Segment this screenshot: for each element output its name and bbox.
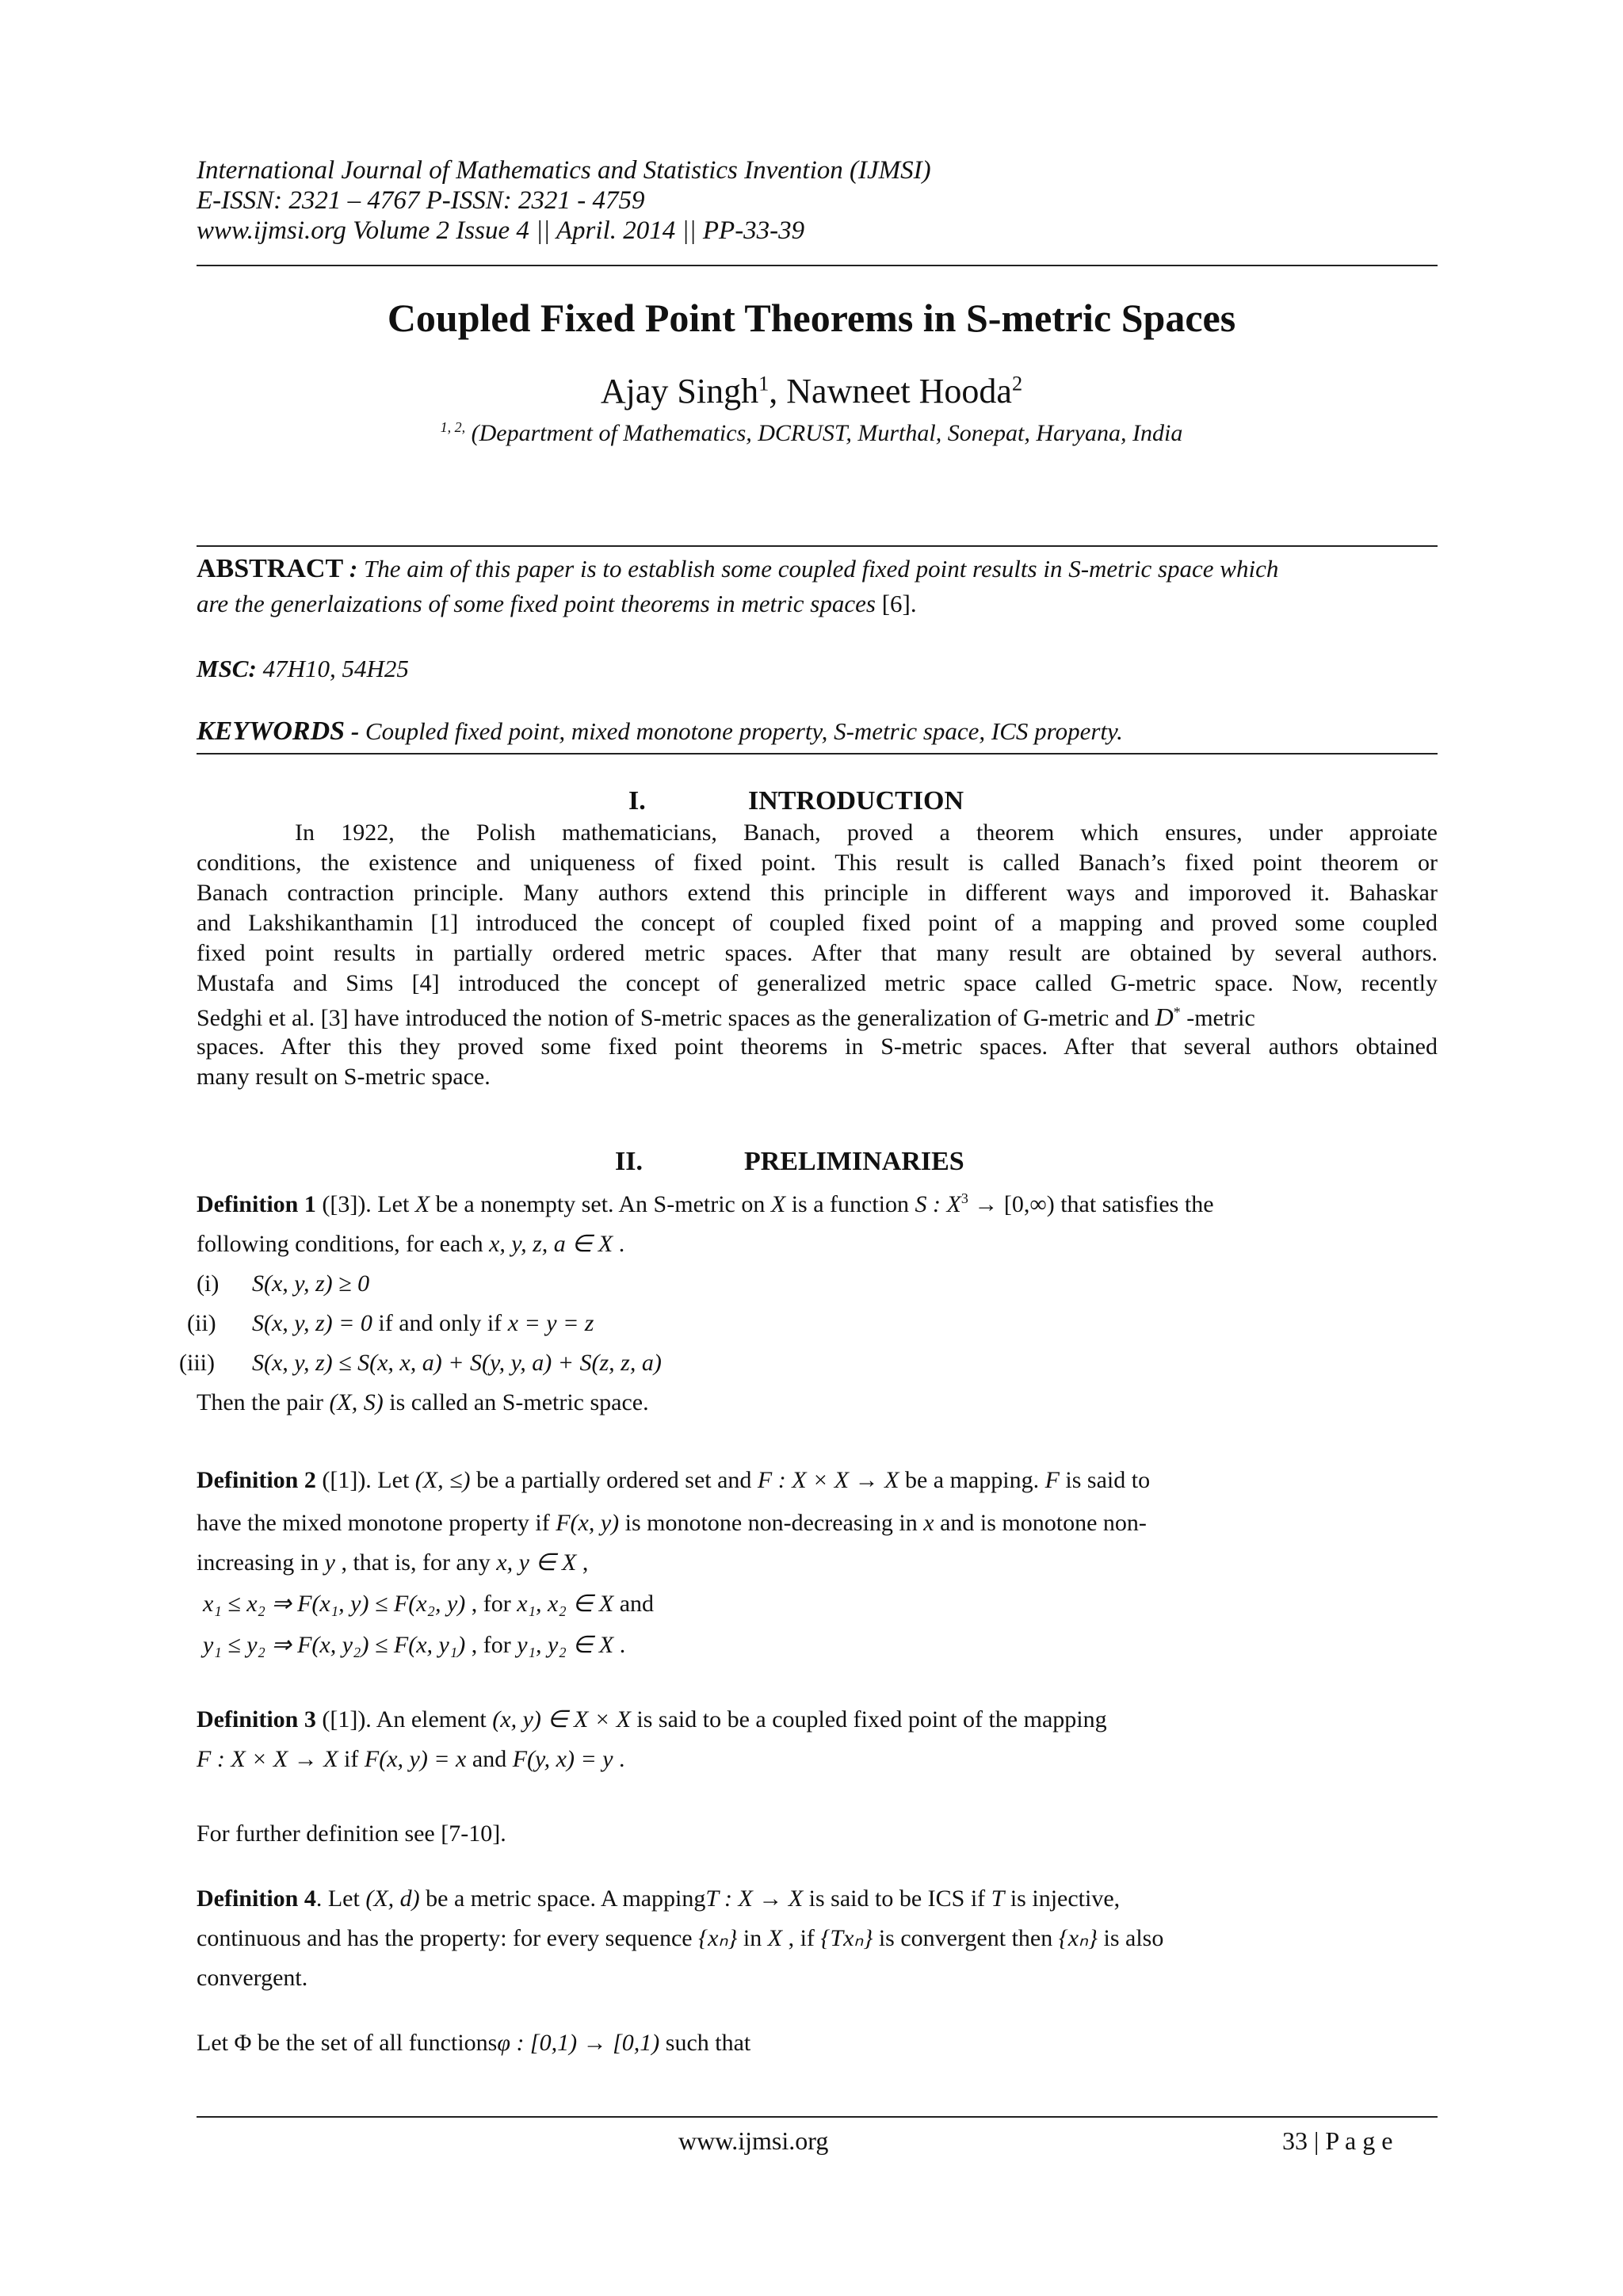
further-definitions: For further definition see [7-10]. [197,1820,506,1847]
def3-f: F : X × X → X [197,1746,338,1772]
intro-line-8: spaces. After this they proved some fixed point theorems in S-metric spaces. After that several authors obtained [197,1033,1438,1060]
def2-r1b: , for [465,1591,517,1617]
footer-page-number: 33 | P a g e [1282,2126,1393,2155]
def1-l1b: be a nonempty set. An S-metric on [430,1191,771,1217]
def2-rule-1 [203,1588,654,1620]
header-rule [197,265,1438,266]
def2-r2d: . [613,1632,626,1658]
paper-title: Coupled Fixed Point Theorems in S-metric Spaces [387,296,1236,340]
def3-line-1 [197,1704,1107,1736]
def2-xy: x, y ∈ X [496,1549,577,1576]
journal-issn: E-ISSN: 2321 – 4767 P-ISSN: 2321 - 4759 [197,186,645,215]
def2-l1d: is said to [1059,1467,1151,1493]
def1-l2a: following conditions, for each [197,1231,490,1257]
def3-l1b: is said to be a coupled fixed point of the mapping [630,1706,1107,1733]
intro-line-9: many result on S-metric space. [197,1064,491,1090]
d-star-sup: * [1173,1004,1181,1020]
footer-site: www.ijmsi.org [678,2126,829,2155]
def4-l1d: is injective, [1004,1885,1121,1912]
def4-seq2: {xₙ} [1058,1925,1098,1951]
abstract-line-1: The aim of this paper is to establish some coupled fixed point results in S-metric space which [364,555,1279,583]
intro-line-7b: -metric [1180,1005,1255,1031]
def1-c2c: x = y = z [507,1310,594,1336]
intro-line-7 [197,999,1438,1032]
def1-cond-2-num: (ii) [187,1310,216,1336]
def4-l2b: in [737,1925,768,1951]
def2-y: y [324,1549,335,1576]
def4-l2d: is convergent then [873,1925,1059,1951]
affil-sup: 1, 2, [440,419,466,435]
intro-line-5: fixed point results in partially ordered metric spaces. After that many result are obtained by several authors. [197,940,1438,966]
def1-cond-3: S(x, y, z) ≤ S(x, x, a) + S(y, y, a) + S(z, z, a) [252,1350,662,1376]
keywords [197,716,1438,747]
letphi-a: Let [197,2030,235,2056]
abstract-line-2: are the generlaizations of some fixed point theorems in metric spaces [197,590,876,617]
keywords-dash: - [345,717,365,745]
section-1-number: I. [628,786,646,816]
journal-volume: www.ijmsi.org Volume 2 Issue 4 || April. 2014 || PP-33-39 [197,216,805,245]
def1-line-2 [197,1228,624,1260]
let-phi-line [197,2027,750,2059]
intro-line-1: In 1922, the Polish mathematicians, Banach, proved a theorem which ensures, under approiate [295,819,1438,846]
letphi-c: such that [659,2030,751,2056]
def4-ms: (X, d) [365,1885,420,1912]
author-line [0,371,1623,411]
def4-l2a: continuous and has the property: for every sequence [197,1925,699,1951]
section-2-number: II. [615,1147,643,1176]
abstract-label: ABSTRACT [197,554,344,583]
def1-l2b: . [613,1231,625,1257]
def4-t1: T [991,1885,1005,1912]
def1-l1a: ([3]). Let [315,1191,415,1217]
def4-line-2 [197,1923,1163,1954]
affiliation [0,420,1623,447]
def2-l1a: ([1]). Let [315,1467,415,1493]
def4-tseq: {Txₙ} [820,1925,873,1951]
def3-l1a: ([1]). An element [315,1706,493,1733]
def3-el: (x, y) ∈ X × X [492,1706,631,1733]
def1-cond-2 [252,1308,594,1339]
def1-then-b: is called an S-metric space. [383,1389,649,1415]
def1-x: X [414,1191,430,1217]
def2-line-2 [197,1507,1147,1539]
def4-l1c: is said to be ICS if [803,1885,991,1912]
def2-r2b: , for [465,1632,517,1658]
def1-c2b: if and only if [372,1310,508,1336]
abstract-top-rule [197,545,1438,547]
def2-l2c: and is monotone non- [934,1510,1147,1536]
def4-seq: {xₙ} [698,1925,738,1951]
msc-label: MSC: [197,655,257,682]
def2-rule-2 [203,1629,625,1661]
author-1: Ajay Singh [600,372,759,411]
def4-label: Definition 4 [197,1885,316,1912]
msc-value: 47H10, 54H25 [256,655,409,682]
def2-f1: F [1044,1467,1060,1493]
def2-r2: y₁ ≤ y₂ ⇒ F(x, y₂) ≤ F(x, y₁) [203,1632,466,1658]
def2-l3a: increasing in [197,1549,325,1576]
def2-line-3 [197,1547,588,1579]
author-1-sup: 1 [758,371,769,395]
def2-l1b: be a partially ordered set and [470,1467,758,1493]
def2-r2c: y₁, y₂ ∈ X [517,1632,614,1658]
def4-line-1 [197,1883,1120,1915]
msc [197,655,1438,683]
def1-cond-1: S(x, y, z) ≥ 0 [252,1270,370,1297]
def2-l3c: , [576,1549,589,1576]
def2-line-1 [197,1465,1150,1496]
def2-l1c: be a mapping. [899,1467,1045,1493]
abstract-ref: [6]. [875,590,917,617]
letphi-phi: φ : [0,1) → [0,1) [497,2030,660,2056]
def3-l2b: and [466,1746,513,1772]
def1-x2: X [770,1191,786,1217]
def2-r1: x₁ ≤ x₂ ⇒ F(x₁, y) ≤ F(x₂, y) [203,1591,466,1617]
def1-label: Definition 1 [197,1191,316,1217]
d-star-symbol: D [1155,1003,1174,1031]
def3-label: Definition 3 [197,1706,316,1733]
def3-e2: F(y, x) = y [512,1746,613,1772]
footer-rule [197,2116,1438,2118]
def1-map: S : X [915,1191,961,1217]
def3-l2a: if [338,1746,365,1772]
def2-r1d: and [613,1591,655,1617]
intro-line-6: Mustafa and Sims [4] introduced the concept of generalized metric space called G-metric space. Now, recently [197,970,1438,996]
def2-label: Definition 2 [197,1467,316,1493]
def3-line-2 [197,1744,625,1775]
intro-line-7a: Sedghi et al. [3] have introduced the notion of S-metric spaces as the generalization of G-metric and [197,1005,1155,1031]
def1-c2: S(x, y, z) = 0 [252,1310,372,1336]
author-sep: , [769,372,787,411]
def3-l2c: . [613,1746,625,1772]
section-1-heading: INTRODUCTION [748,786,964,816]
def1-l1c: is a function [785,1191,915,1217]
def2-l2a: have the mixed monotone property if [197,1510,556,1536]
def1-vars: x, y, z, a ∈ X [489,1231,613,1257]
def1-then [197,1387,649,1419]
intro-line-2: conditions, the existence and uniqueness of fixed point. This result is called Banach’s fixed point theorem or [197,850,1438,876]
journal-name: International Journal of Mathematics and Statistics Invention (IJMSI) [197,156,931,185]
def1-cube: 3 [960,1190,968,1206]
def1-then-a: Then the pair [197,1389,330,1415]
abstract [197,552,1438,621]
def3-e1: F(x, y) = x [364,1746,467,1772]
letphi-b: be the set of all functions [251,2030,498,2056]
author-2: Nawneet Hooda [786,372,1012,411]
def2-x: x [923,1510,934,1536]
def1-pair: (X, S) [329,1389,384,1415]
def2-fxy: F(x, y) [556,1510,620,1536]
def2-poset: (X, ≤) [414,1467,471,1493]
def4-x: X [767,1925,783,1951]
intro-paragraph [197,818,1438,1092]
keywords-label: KEYWORDS [197,716,346,746]
def4-l2c: , if [782,1925,821,1951]
def4-t: T : X → X [705,1885,804,1912]
keywords-value: Coupled fixed point, mixed monotone property, S-metric space, ICS property. [365,717,1123,745]
def1-line-1 [197,1189,1214,1221]
section-2-heading: PRELIMINARIES [744,1147,964,1176]
def1-l1d: that satisfies the [1054,1191,1214,1217]
intro-line-4: and Lakshikanthamin [1] introduced the concept of coupled fixed point of a mapping and proved some coupled [197,910,1438,936]
def2-l2b: is monotone non-decreasing in [619,1510,924,1536]
journal-header [197,155,1438,246]
def1-range: → [0,∞) [968,1191,1055,1217]
def2-l3b: , that is, for any [334,1549,497,1576]
def2-r1c: x₁, x₂ ∈ X [517,1591,614,1617]
phi-set-symbol: Φ [234,2030,252,2056]
def4-l1a: . Let [315,1885,366,1912]
def2-f: F : X × X → X [757,1467,899,1493]
def1-cond-3-num: (iii) [179,1350,215,1376]
def1-cond-1-num: (i) [197,1270,220,1297]
def4-l1b: be a metric space. A mapping [419,1885,706,1912]
affil-text: (Department of Mathematics, DCRUST, Murthal, Sonepat, Haryana, India [465,420,1183,446]
def4-line-3: convergent. [197,1965,308,1991]
def4-l2e: is also [1098,1925,1164,1951]
intro-line-3: Banach contraction principle. Many authors extend this principle in different ways and imporoved it. Bahaskar [197,880,1438,906]
keywords-rule [197,753,1438,755]
abstract-colon: : [343,555,364,583]
author-2-sup: 2 [1011,371,1023,395]
